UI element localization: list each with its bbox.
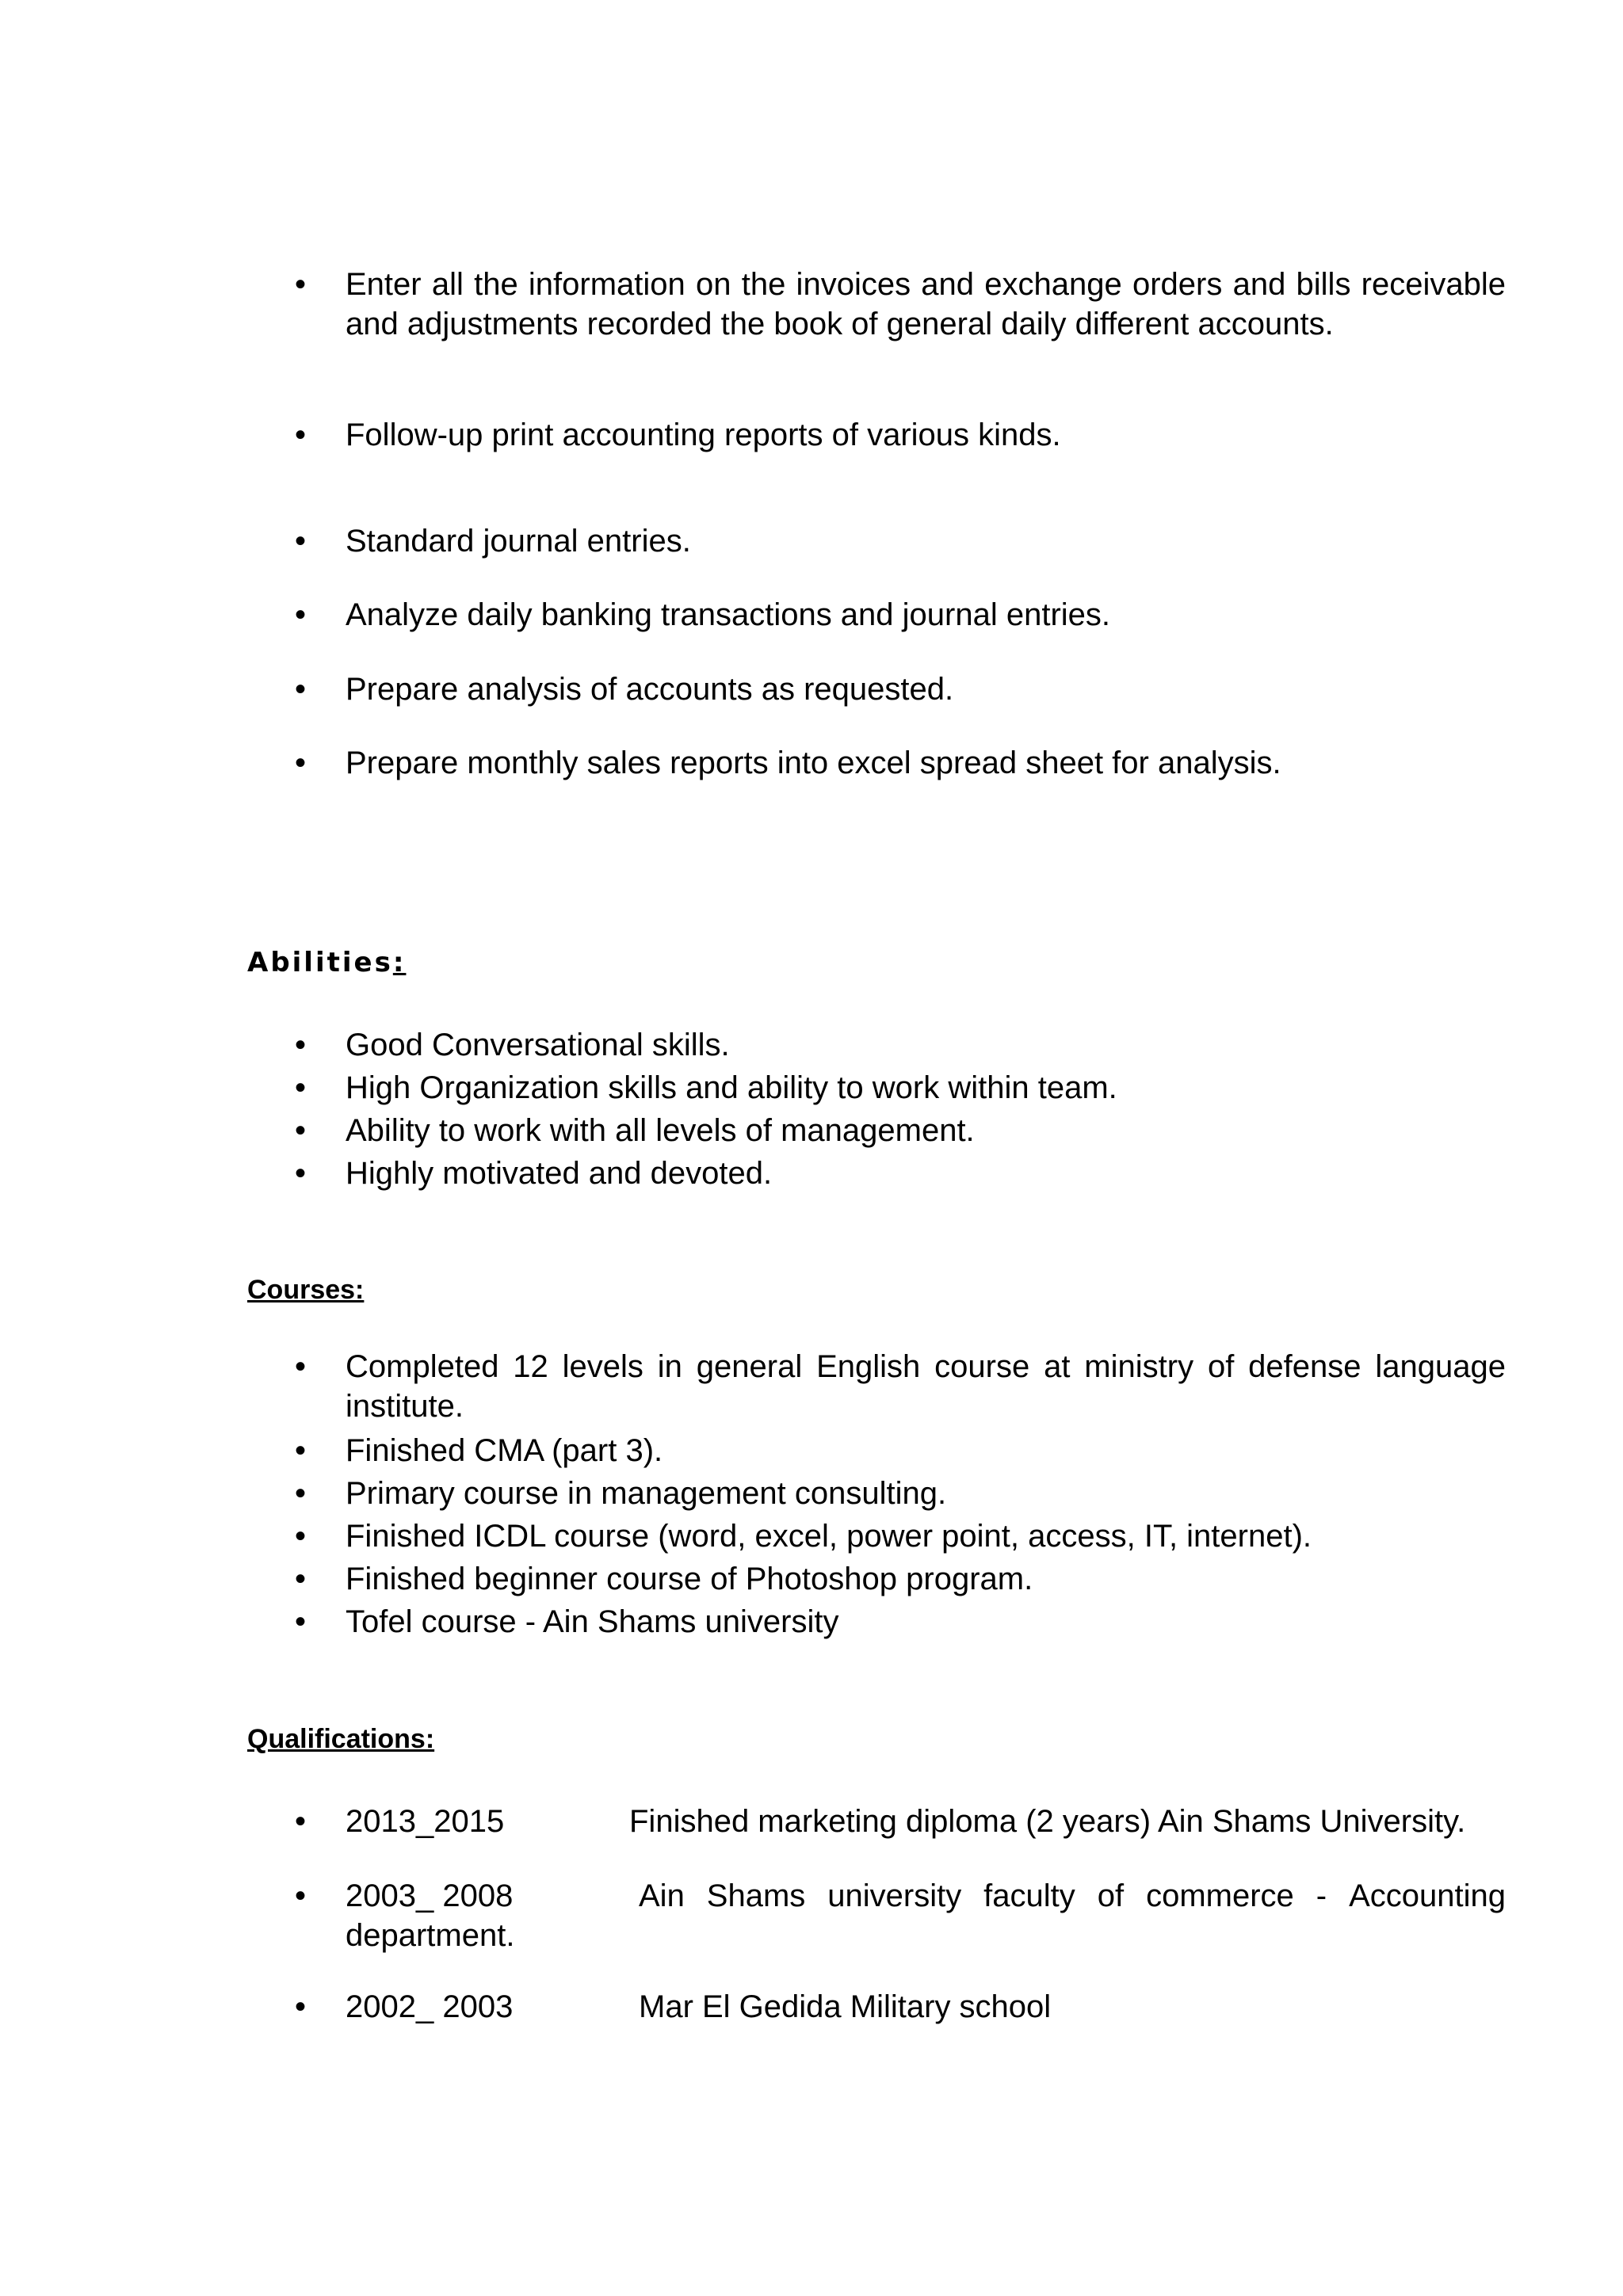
bullet-icon: •: [295, 524, 307, 559]
qualification-years: 2003_ 2008: [346, 1878, 514, 1913]
bullet-icon: •: [295, 1804, 307, 1839]
list-item: [0, 1347, 1506, 1429]
bullet-icon: •: [295, 1989, 307, 2024]
bullet-icon: •: [295, 1433, 307, 1468]
list-item: [0, 743, 1506, 783]
duties-list: [0, 669, 1623, 709]
course-text: Finished beginner course of Photoshop program.: [346, 1562, 1033, 1596]
course-text: Primary course in management consulting.: [346, 1476, 947, 1511]
abilities-heading-colon: :: [392, 947, 407, 978]
qualification-years: 2002_ 2003: [346, 1989, 514, 2024]
qualification-description-line2: department.: [346, 1918, 515, 1953]
bullet-icon: •: [295, 1349, 307, 1384]
qualification-description-line1: Ain Shams university faculty of commerce - Accounting: [639, 1878, 1506, 1913]
qualifications-heading: Qualifications:: [247, 1724, 435, 1754]
bullet-icon: •: [295, 1476, 307, 1511]
abilities-heading-text: Abilities: [247, 947, 393, 978]
qualification-description: Mar El Gedida Military school: [639, 1989, 1052, 2024]
list-item: [0, 1152, 1506, 1195]
list-item: [0, 1429, 1506, 1472]
duty-text: Follow-up print accounting reports of various kinds.: [346, 418, 1061, 452]
list-item: [0, 1066, 1506, 1109]
duties-list: [0, 595, 1623, 635]
duty-text: Analyze daily banking transactions and journal entries.: [346, 597, 1111, 632]
list-item: [0, 415, 1506, 455]
course-text: Tofel course - Ain Shams university: [346, 1604, 839, 1639]
qualifications-list: [0, 1876, 1623, 1955]
course-text: Completed 12 levels in general English course at ministry of defense language institute.: [346, 1349, 1506, 1424]
course-text: Finished ICDL course (word, excel, power point, access, IT, internet).: [346, 1519, 1312, 1554]
bullet-icon: •: [295, 597, 307, 632]
list-item: [0, 1024, 1506, 1066]
ability-text: Ability to work with all levels of management.: [346, 1113, 975, 1148]
qualifications-list: [0, 1987, 1623, 2027]
list-item: [0, 265, 1506, 383]
list-item: [0, 1472, 1506, 1515]
duty-text: Prepare monthly sales reports into excel spread sheet for analysis.: [346, 746, 1281, 780]
list-item: [0, 1558, 1506, 1600]
courses-heading: Courses:: [247, 1275, 365, 1305]
duties-list: [0, 743, 1623, 783]
bullet-icon: •: [295, 1519, 307, 1554]
bullet-icon: •: [295, 1878, 307, 1913]
duties-list: [0, 521, 1623, 561]
list-item: [0, 595, 1506, 635]
list-item: [0, 1109, 1506, 1152]
abilities-heading: [247, 947, 406, 978]
ability-text: Good Conversational skills.: [346, 1028, 730, 1062]
ability-text: Highly motivated and devoted.: [346, 1156, 773, 1191]
qualification-row: [0, 1987, 1506, 2027]
duty-text: Prepare analysis of accounts as requested.: [346, 672, 954, 707]
courses-list: [0, 1347, 1623, 1643]
list-item: [0, 521, 1506, 561]
bullet-icon: •: [295, 1604, 307, 1639]
duties-list: [0, 415, 1623, 455]
bullet-icon: •: [295, 672, 307, 707]
bullet-icon: •: [295, 1113, 307, 1148]
bullet-icon: •: [295, 1028, 307, 1062]
qualification-row: [0, 1802, 1506, 1841]
qualification-line: [346, 1876, 1506, 1916]
duty-text: Enter all the information on the invoices and exchange orders and bills receivable and adjustments recorded the book of general daily different accounts.: [346, 267, 1506, 341]
list-item: [0, 1515, 1506, 1558]
bullet-icon: •: [295, 1562, 307, 1596]
qualification-row: [0, 1876, 1506, 1955]
bullet-icon: •: [295, 746, 307, 780]
duties-list: [0, 265, 1623, 383]
abilities-list: [0, 1024, 1623, 1195]
ability-text: High Organization skills and ability to work within team.: [346, 1070, 1117, 1105]
course-text: Finished CMA (part 3).: [346, 1433, 663, 1468]
qualifications-list: [0, 1802, 1623, 1841]
bullet-icon: •: [295, 1070, 307, 1105]
list-item: [0, 1600, 1506, 1643]
bullet-icon: •: [295, 1156, 307, 1191]
qualification-years: 2013_2015: [346, 1804, 505, 1839]
duty-text: Standard journal entries.: [346, 524, 691, 559]
bullet-icon: •: [295, 418, 307, 452]
qualification-description: Finished marketing diploma (2 years) Ain Shams University.: [629, 1804, 1466, 1839]
bullet-icon: •: [295, 267, 307, 302]
list-item: [0, 669, 1506, 709]
